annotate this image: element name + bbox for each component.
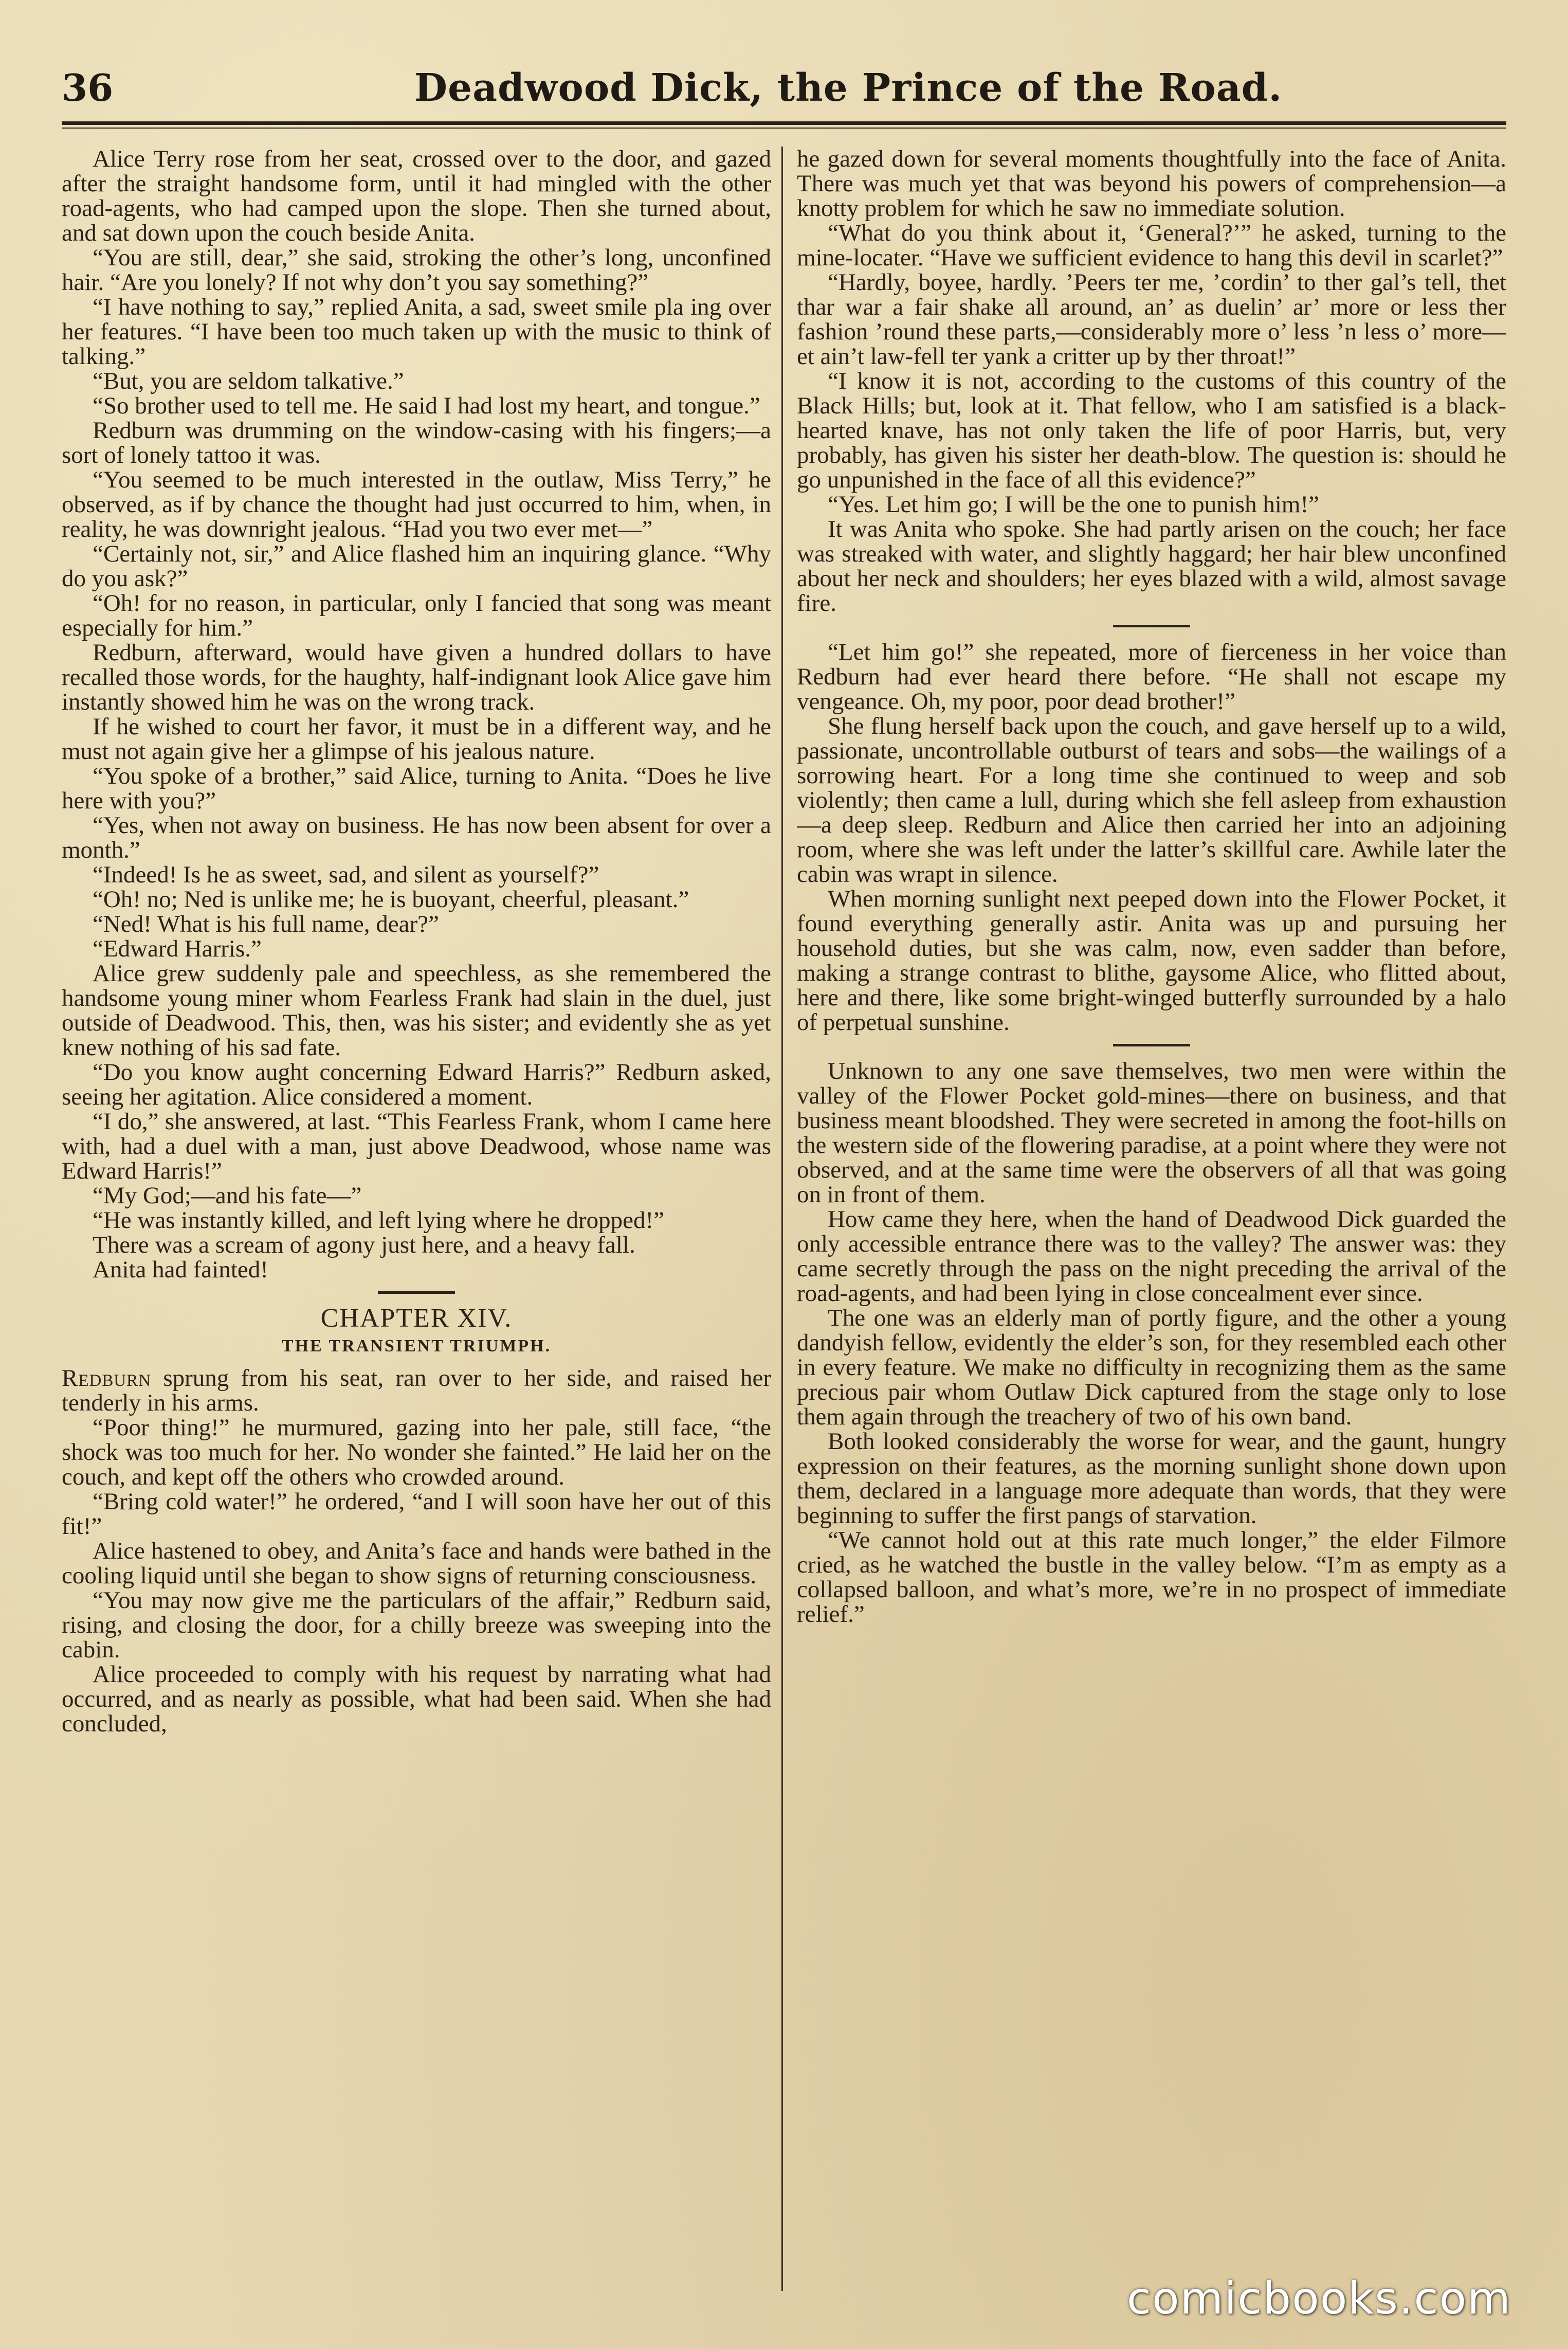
paragraph: “Indeed! Is he as sweet, sad, and silent as yourself?” [93,861,599,888]
paragraph: When morning sunlight next peeped down into the Flower Pocket, it found everything generally astir. Anita was up and pursuing her household duties, but she was calm, now, even sadder than before, making a strange contrast to blithe, gaysome Alice, who flitted about, here and there, like some bright-winged butterfly surrounded by a halo of perpetual sunshine. [797,886,1506,1036]
paragraph: “Yes, when not away on business. He has now been absent for over a month.” [62,812,771,863]
paragraph: The one was an elderly man of portly figure, and the other a young dandyish fellow, evidently the elder’s son, for they resembled each other in every feature. We make no difficulty in recognizing them as the same precious pair whom Outlaw Dick captured from the stage only to lose them again through the treachery of two of his own band. [797,1305,1506,1430]
paragraph: “But, you are seldom talkative.” [93,368,404,394]
site-watermark: comicbooks.com [1126,2273,1511,2324]
paragraph: Alice hastened to obey, and Anita’s face and hands were bathed in the cooling liquid until she began to show signs of returning consciousness. [62,1538,771,1589]
paragraph: She flung herself back upon the couch, and gave herself up to a wild, passionate, uncontrollable outburst of tears and sobs—the wailings of a sorrowing heart. For a long time she continued to weep and sob violently; then came a lull, during which she fell asleep from exhaustion—a deep sleep. Redburn and Alice then carried her into an adjoining room, where she was left under the latter’s skillful care. Awhile later the cabin was wrapt in silence. [797,713,1506,888]
paragraph: Anita had fainted! [93,1256,268,1283]
paragraph: “Yes. Let him go; I will be the one to punish him!” [828,491,1319,518]
chapter-subtitle: THE TRANSIENT TRIUMPH. [281,1336,552,1356]
paragraph: “Let him go!” she repeated, more of fierceness in her voice than Redburn had ever heard there before. “He shall not escape my vengeance. Oh, my poor, poor dead brother!” [797,639,1506,715]
paragraph: It was Anita who spoke. She had partly arisen on the couch; her face was streaked with water, and slightly haggard; her hair blew unconfined about her neck and shoulders; her eyes blazed with a wild, almost savage fire. [797,516,1506,617]
section-break-rule [1113,1044,1190,1046]
paragraph: “Do you know aught concerning Edward Harris?” Redburn asked, seeing her agitation. Alice considered a moment. [62,1059,771,1110]
paragraph: “I have nothing to say,” replied Anita, a sad, sweet smile pla ing over her features. “I have been too much taken up with the music to think of talking.” [62,294,771,370]
section-break-rule [378,1291,455,1294]
chapter-opening-text: sprung from his seat, ran over to her side, and raised her tenderly in his arms. [62,1365,771,1416]
column-divider [781,147,783,2291]
header-rule [62,121,1506,129]
paragraph: “So brother used to tell me. He said I had lost my heart, and tongue.” [93,392,760,419]
paragraph: “You may now give me the particulars of the affair,” Redburn said, rising, and closing the door, for a chilly breeze was sweeping into the cabin. [62,1587,771,1663]
paragraph: Redburn was drumming on the window-casing with his fingers;—a sort of lonely tattoo it was. [62,417,771,468]
paragraph: he gazed down for several moments thoughtfully into the face of Anita. There was much yet that was beyond his powers of comprehension—a knotty problem for which he saw no immediate solution. [797,147,1506,222]
paragraph: “Oh! no; Ned is unlike me; he is buoyant, cheerful, pleasant.” [93,886,689,913]
paragraph: “You are still, dear,” she said, stroking the other’s long, unconfined hair. “Are you lonely? If not why don’t you say something?” [62,244,771,296]
paragraph: “Poor thing!” he murmured, gazing into her pale, still face, “the shock was too much for her. No wonder she fainted.” He laid her on the couch, and kept off the others who crowded around. [62,1414,771,1490]
paragraph: “Hardly, boyee, hardly. ’Peers ter me, ’cordin’ to ther gal’s tell, thet thar war a fair shake all around, an’ as duelin’ ar’ more or less ther fashion ’round these parts,—considerably more o’ less ’n less o’ more—et ain’t law-fell ter yank a critter up by ther throat!” [797,269,1506,370]
section-break-rule [1113,625,1190,627]
paragraph: “He was instantly killed, and left lying where he dropped!” [93,1207,664,1234]
paragraph: “Certainly not, sir,” and Alice flashed him an inquiring glance. “Why do you ask?” [62,540,771,592]
page-header [62,62,1506,118]
paragraph: “I do,” she answered, at last. “This Fearless Frank, whom I came here with, had a duel with a man, just above Deadwood, whose name was Edward Harris!” [62,1108,771,1184]
chapter-opening-paragraph [62,1366,771,1415]
paragraph: Unknown to any one save themselves, two men were within the valley of the Flower Pocket gold-mines—there on business, and that business meant bloodshed. They were secreted in among the foot-hills on the western side of the flowering paradise, at a point where they were not observed, and at the same time were the observers of all that was going on in front of them. [797,1058,1506,1208]
paragraph: There was a scream of agony just here, and a heavy fall. [93,1232,635,1258]
paragraph: How came they here, when the hand of Deadwood Dick guarded the only accessible entrance there was to the valley? The answer was: they came secretly through the pass on the night preceding the arrival of the road-agents, and had been lying in close concealment ever since. [797,1206,1506,1307]
page-number: 36 [62,66,114,110]
right-column [797,147,1506,2291]
paragraph: Both looked considerably the worse for wear, and the gaunt, hungry expression on their features, as the morning sunlight shone down upon them, declared in a language more adequate than words, that they were beginning to suffer the first pangs of starvation. [797,1428,1506,1529]
paragraph: “You spoke of a brother,” said Alice, turning to Anita. “Does he live here with you?” [62,763,771,814]
left-column [62,147,771,2291]
chapter-lead-word: Redburn [62,1365,152,1392]
paragraph: Alice grew suddenly pale and speechless, as she remembered the handsome young miner whom Fearless Frank had slain in the duel, just outside of Deadwood. This, then, was his sister; and evidently she as yet knew nothing of his sad fate. [62,960,771,1061]
paragraph: Alice Terry rose from her seat, crossed over to the door, and gazed after the straight handsome form, until it had mingled with the other road-agents, who had camped upon the slope. Then she turned about, and sat down upon the couch beside Anita. [62,147,771,246]
paragraph: “Oh! for no reason, in particular, only I fancied that song was meant especially for him.” [62,590,771,641]
paragraph: “We cannot hold out at this rate much longer,” the elder Filmore cried, as he watched the bustle in the valley below. “I’m as empty as a collapsed balloon, and what’s more, we’re in no prospect of immediate relief.” [797,1527,1506,1628]
paragraph: “Edward Harris.” [93,935,262,962]
running-head-title: Deadwood Dick, the Prince of the Road. [414,66,1283,110]
paragraph: “Ned! What is his full name, dear?” [93,911,439,937]
chapter-title: CHAPTER XIV. [320,1304,513,1333]
paragraph: If he wished to court her favor, it must be in a different way, and he must not again give her a glimpse of his jealous nature. [62,713,771,765]
paragraph: “I know it is not, according to the customs of this country of the Black Hills; but, look at it. That fellow, who I am satisfied is a black-hearted knave, has not only taken the life of poor Harris, but, very probably, has given his sister her death-blow. The question is: should he go unpunished in the face of all this evidence?” [797,368,1506,493]
paragraph: “What do you think about it, ‘General?’” he asked, turning to the mine-locater. “Have we sufficient evidence to hang this devil in scarlet?” [797,220,1506,271]
paragraph: “Bring cold water!” he ordered, “and I will soon have her out of this fit!” [62,1488,771,1540]
paragraph: Redburn, afterward, would have given a hundred dollars to have recalled those words, for the haughty, half-indignant look Alice gave him instantly showed him he was on the wrong track. [62,639,771,715]
paragraph: “My God;—and his fate—” [93,1182,362,1209]
paragraph: “You seemed to be much interested in the outlaw, Miss Terry,” he observed, as if by chance the thought had just occurred to him, when, in reality, he was downright jealous. “Had you two ever met—” [62,466,771,543]
paragraph: Alice proceeded to comply with his request by narrating what had occurred, and as nearly as possible, what had been said. When she had concluded, [62,1661,771,1737]
